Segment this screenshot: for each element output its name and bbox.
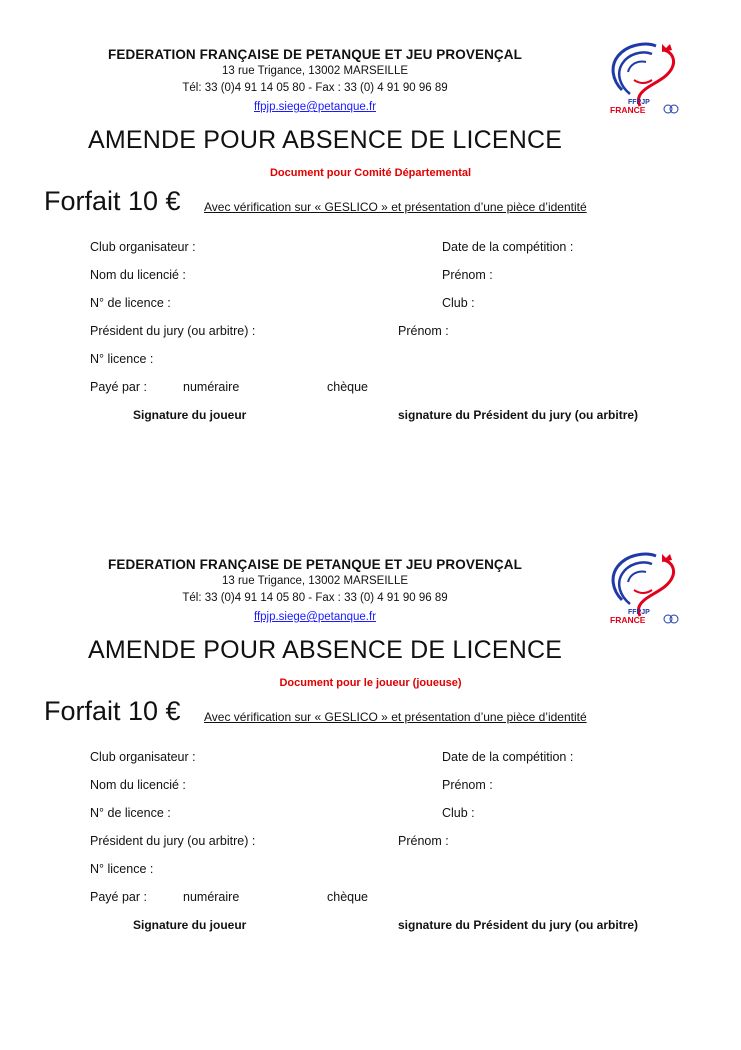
federation-email-link[interactable]: ffpjp.siege@petanque.fr bbox=[253, 101, 377, 113]
verification-note: Avec vérification sur « GESLICO » et présentation d’une pièce d’identité bbox=[204, 200, 587, 214]
signature-president-label: signature du Président du jury (ou arbitre) bbox=[398, 918, 639, 932]
prenom-label: Prénom : bbox=[442, 778, 493, 792]
federation-email-link[interactable]: ffpjp.siege@petanque.fr bbox=[253, 611, 377, 623]
numeraire-option: numéraire bbox=[183, 890, 240, 904]
form-joueur bbox=[0, 510, 741, 970]
federation-phone-fax: Tél: 33 (0)4 91 14 05 80 - Fax : 33 (0) 4 91 90 96 89 bbox=[182, 592, 448, 604]
nom-licencie-label: Nom du licencié : bbox=[90, 778, 186, 792]
cheque-option: chèque bbox=[327, 890, 369, 904]
ffpjp-rooster-logo-icon bbox=[606, 550, 682, 628]
federation-address: 13 rue Trigance, 13002 MARSEILLE bbox=[221, 65, 409, 77]
forfait-amount: Forfait 10 € bbox=[44, 696, 181, 726]
numero-licence-label: N° de licence : bbox=[90, 296, 171, 310]
signature-president-label: signature du Président du jury (ou arbitre) bbox=[398, 408, 639, 422]
forfait-amount: Forfait 10 € bbox=[44, 186, 181, 216]
form-subtitle: Document pour Comité Départemental bbox=[269, 167, 472, 179]
club-label: Club : bbox=[442, 296, 475, 310]
logo-france-text: FRANCE bbox=[610, 615, 646, 625]
club-label: Club : bbox=[442, 806, 475, 820]
federation-header bbox=[70, 556, 560, 626]
licence-label: N° licence : bbox=[90, 352, 154, 366]
form-title: AMENDE POUR ABSENCE DE LICENCE bbox=[88, 126, 563, 154]
prenom-president-label: Prénom : bbox=[398, 324, 449, 338]
federation-name: FEDERATION FRANÇAISE DE PETANQUE ET JEU PROVENÇAL bbox=[108, 47, 522, 62]
licence-label: N° licence : bbox=[90, 862, 154, 876]
date-competition-label: Date de la compétition : bbox=[442, 750, 574, 764]
signature-joueur-label: Signature du joueur bbox=[133, 918, 247, 932]
federation-name: FEDERATION FRANÇAISE DE PETANQUE ET JEU PROVENÇAL bbox=[108, 557, 522, 572]
president-jury-label: Président du jury (ou arbitre) : bbox=[90, 324, 256, 338]
prenom-president-label: Prénom : bbox=[398, 834, 449, 848]
club-organisateur-label: Club organisateur : bbox=[90, 750, 196, 764]
numero-licence-label: N° de licence : bbox=[90, 806, 171, 820]
logo-ffpjp-text: FFPJP bbox=[628, 609, 650, 616]
president-jury-label: Président du jury (ou arbitre) : bbox=[90, 834, 256, 848]
cheque-option: chèque bbox=[327, 380, 369, 394]
federation-phone-fax: Tél: 33 (0)4 91 14 05 80 - Fax : 33 (0) 4 91 90 96 89 bbox=[182, 82, 448, 94]
federation-header bbox=[70, 46, 560, 116]
verification-note: Avec vérification sur « GESLICO » et présentation d’une pièce d’identité bbox=[204, 710, 587, 724]
form-comite bbox=[0, 0, 741, 460]
signature-joueur-label: Signature du joueur bbox=[133, 408, 247, 422]
ffpjp-rooster-logo-icon bbox=[606, 40, 682, 118]
logo-france-text: FRANCE bbox=[610, 105, 646, 115]
form-subtitle: Document pour le joueur (joueuse) bbox=[279, 677, 462, 689]
nom-licencie-label: Nom du licencié : bbox=[90, 268, 186, 282]
club-organisateur-label: Club organisateur : bbox=[90, 240, 196, 254]
prenom-label: Prénom : bbox=[442, 268, 493, 282]
paye-par-label: Payé par : bbox=[90, 380, 147, 394]
paye-par-label: Payé par : bbox=[90, 890, 147, 904]
form-title: AMENDE POUR ABSENCE DE LICENCE bbox=[88, 636, 563, 664]
numeraire-option: numéraire bbox=[183, 380, 240, 394]
logo-ffpjp-text: FFPJP bbox=[628, 99, 650, 106]
date-competition-label: Date de la compétition : bbox=[442, 240, 574, 254]
federation-address: 13 rue Trigance, 13002 MARSEILLE bbox=[221, 575, 409, 587]
